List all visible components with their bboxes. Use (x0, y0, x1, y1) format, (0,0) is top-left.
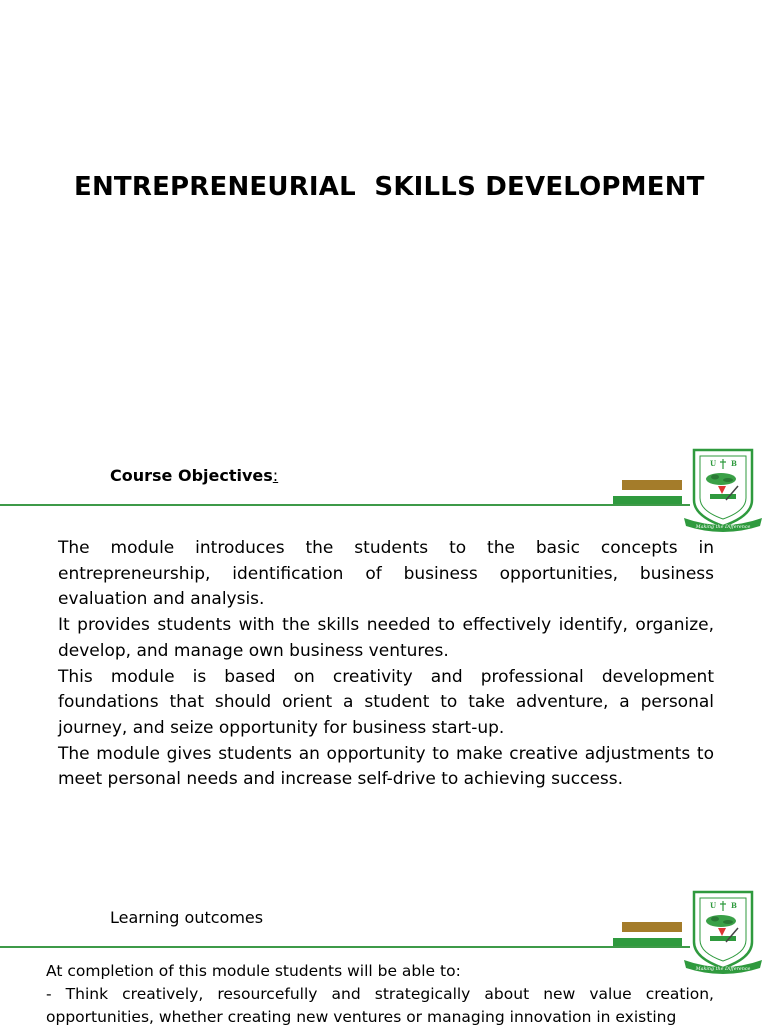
logo-letter-b: B (731, 901, 737, 910)
heading-text: Course Objectives (110, 466, 273, 485)
objective-paragraph: It provides students with the skills needed to effectively identify, organize, develop, and manage own business ventures. (58, 615, 714, 661)
heading-colon: : (272, 466, 279, 485)
header-rule (0, 504, 690, 506)
objective-paragraph: The module introduces the students to the basic concepts in entrepreneurship, identification of business opportunities, business evaluation and analysis. (58, 538, 714, 610)
outcome-item: - Think creatively, resourcefully and strategically about new value creation, opportunities, whether creating new ventures or managing innovation in existing (46, 985, 714, 1026)
course-objectives-heading (110, 466, 278, 485)
objective-paragraph: This module is based on creativity and professional development foundations that should orient a student to take adventure, a personal journey, and seize opportunity for business start-up. (58, 666, 714, 738)
course-objectives-slide (0, 420, 768, 860)
logo-book-icon (710, 494, 736, 499)
learning-outcomes-heading: Learning outcomes (110, 908, 264, 927)
objective-paragraph: The module gives students an opportunity to make creative adjustments to meet personal needs and increase self-drive to achieving success. (58, 743, 714, 790)
outcomes-intro: At completion of this module students will be able to: (46, 962, 461, 980)
learning-outcomes-slide (0, 860, 768, 1024)
logo-letter-b: B (731, 459, 737, 468)
logo-motto: Making the Difference (695, 967, 751, 972)
logo-motto: Making the Difference (695, 525, 751, 530)
logo-letter-u: U (710, 901, 717, 910)
course-objectives-body (58, 536, 714, 793)
logo-letter-u: U (710, 459, 717, 468)
header-rule (0, 946, 690, 948)
gold-accent-bar (622, 922, 682, 932)
university-logo (680, 442, 766, 534)
gold-accent-bar (622, 480, 682, 490)
learning-outcomes-body (46, 960, 714, 1029)
title-slide (0, 0, 768, 420)
logo-book-icon (710, 936, 736, 941)
slide-title: ENTREPRENEURIAL SKILLS DEVELOPMENT (74, 172, 705, 202)
